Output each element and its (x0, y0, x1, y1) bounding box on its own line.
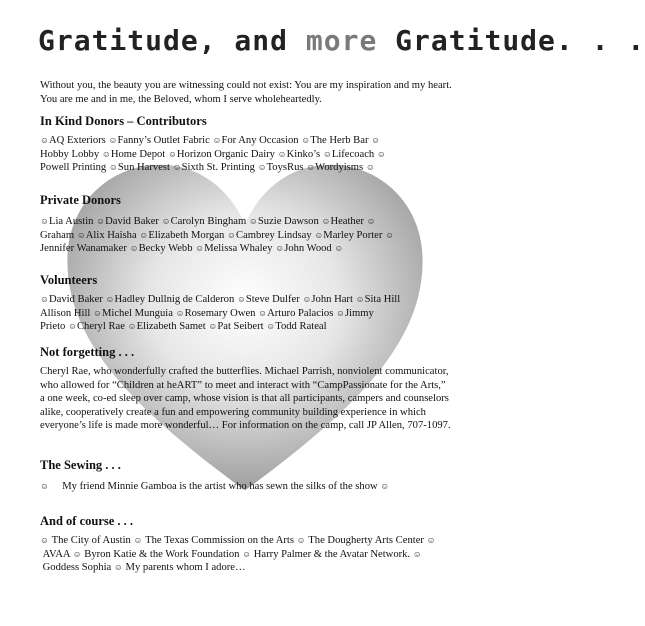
name-item: Hadley Dullnig de Calderon (114, 294, 235, 305)
name-item: Pat Seibert (217, 321, 264, 332)
title-part-3: Gratitude. . . (377, 24, 645, 57)
name-item: Sita Hill (364, 294, 401, 305)
smiley-icon: ☺ (168, 148, 177, 159)
smiley-icon: ☺ (195, 243, 205, 253)
title-part-2: more (305, 24, 378, 57)
smiley-icon: ☺ (108, 135, 118, 145)
name-item: Wordyisms (315, 162, 364, 173)
of-course-paragraph (40, 534, 452, 575)
name-item: Lifecoach (331, 148, 375, 160)
name-item: Kinko’s (286, 148, 321, 160)
name-item: Michel Munguia (101, 307, 173, 319)
smiley-icon: ☺ (40, 294, 49, 304)
name-line (40, 307, 452, 321)
name-item: Hobby Lobby (40, 148, 100, 160)
smiley-icon: ☺ (175, 307, 185, 318)
name-item: Elizabeth Morgan (148, 229, 225, 241)
smiley-icon: ☺ (277, 148, 287, 159)
smiley-icon: ☺ (172, 162, 182, 172)
of-course-item: Goddess Sophia (42, 562, 112, 573)
smiley-icon: ☺ (40, 481, 49, 491)
name-item: Cambrey Lindsay (236, 229, 312, 241)
name-line (40, 320, 452, 334)
name-item: Heather (330, 216, 364, 227)
name-item: David Baker (49, 294, 103, 305)
smiley-icon: ☺ (72, 548, 82, 559)
name-item: Carolyn Bingham (170, 216, 247, 227)
smiley-icon: ☺ (366, 216, 376, 226)
of-course-item: The City of Austin (51, 535, 131, 546)
name-item: Prieto (40, 321, 66, 332)
name-item: Graham (40, 229, 75, 241)
of-course-item: The Texas Commission on the Arts (145, 535, 294, 546)
smiley-icon: ☺ (336, 307, 345, 318)
name-line (40, 215, 452, 229)
smiley-icon: ☺ (96, 216, 105, 226)
smiley-icon: ☺ (412, 548, 422, 559)
name-item: Powell Printing (40, 162, 107, 173)
name-item: Fanny’s Outlet Fabric (117, 135, 210, 146)
name-item: David Baker (105, 216, 159, 227)
smiley-icon: ☺ (385, 229, 394, 240)
smiley-icon: ☺ (227, 229, 236, 240)
name-item: For Any Occasion (221, 135, 299, 146)
name-item: Home Depot (110, 148, 166, 160)
name-item: Jennifer Wanamaker (40, 243, 127, 254)
of-course-list (40, 534, 452, 575)
name-item: John Wood (284, 243, 332, 254)
name-line (40, 293, 452, 307)
name-item: AQ Exteriors (49, 135, 106, 146)
smiley-icon: ☺ (114, 562, 123, 572)
title-part-1: Gratitude, and (38, 24, 306, 57)
of-course-item: AVAA (42, 548, 70, 560)
name-item: Todd Rateal (275, 321, 327, 332)
smiley-icon: ☺ (296, 535, 306, 545)
name-line (40, 242, 452, 256)
name-item: The Herb Bar (310, 135, 369, 146)
smiley-icon: ☺ (127, 321, 137, 331)
smiley-icon: ☺ (68, 321, 77, 331)
smiley-icon: ☺ (302, 294, 312, 304)
private-donors-list (40, 215, 452, 256)
smiley-icon: ☺ (109, 162, 118, 172)
smiley-icon: ☺ (208, 321, 218, 331)
name-item: Sun Harvest (117, 162, 170, 173)
private-donors-heading: Private Donors (40, 193, 121, 207)
name-item: Jimmy (344, 307, 374, 319)
name-item: Melissa Whaley (204, 243, 273, 254)
in-kind-list (40, 134, 452, 175)
smiley-icon: ☺ (275, 243, 285, 253)
name-item: Cheryl Rae (76, 321, 125, 332)
smiley-icon: ☺ (266, 321, 276, 331)
name-line (40, 229, 452, 243)
name-item: Becky Webb (138, 243, 193, 254)
smiley-icon: ☺ (212, 135, 222, 145)
smiley-icon: ☺ (355, 294, 365, 304)
smiley-icon: ☺ (306, 162, 316, 172)
smiley-icon: ☺ (257, 162, 267, 172)
smiley-icon: ☺ (129, 243, 139, 253)
volunteers-list (40, 293, 452, 334)
smiley-icon: ☺ (101, 148, 111, 159)
smiley-icon: ☺ (371, 135, 380, 145)
name-item: Horizon Organic Dairy (176, 148, 275, 160)
smiley-icon: ☺ (249, 216, 258, 226)
smiley-icon: ☺ (380, 481, 390, 491)
smiley-icon: ☺ (314, 229, 324, 240)
smiley-icon: ☺ (323, 148, 332, 159)
in-kind-heading: In Kind Donors – Contributors (40, 114, 207, 128)
intro-paragraph: Without you, the beauty you are witnessing could not exist: You are my inspiration and my heart. You are me and in me, the Beloved, whom I serve wholeheartedly. (40, 80, 452, 105)
name-item: John Hart (311, 294, 353, 305)
smiley-icon: ☺ (377, 148, 386, 159)
sewing-heading: The Sewing . . . (40, 458, 121, 472)
name-item: Arturo Palacios (267, 307, 334, 319)
of-course-heading: And of course . . . (40, 514, 134, 528)
sewing-text: My friend Minnie Gamboa is the artist who has sewn the silks of the show (62, 481, 378, 492)
smiley-icon: ☺ (139, 229, 149, 240)
not-forgetting-paragraph: Cheryl Rae, who wonderfully crafted the butterflies. Michael Parrish, nonviolent communicator, who allowed for “Children at heART” to meet and interact with “CampPassionate for the Arts,” a one week, co-ed sleep over camp, whose vision is that all participants, campers and counselors alike, cooperatively create a fun and empowering community building experience in which everyone’s life is made more wonderful… For information on the camp, call JP Allen, 707-1097. (40, 366, 451, 431)
name-item: Elizabeth Samet (136, 321, 206, 332)
smiley-icon: ☺ (133, 535, 143, 545)
page-title (38, 24, 645, 57)
smiley-icon: ☺ (237, 294, 246, 304)
name-item: Suzie Dawson (257, 216, 319, 227)
name-line (40, 148, 452, 162)
smiley-icon: ☺ (242, 548, 251, 559)
name-item: Sixth St. Printing (181, 162, 255, 173)
volunteers-heading: Volunteers (40, 273, 98, 287)
sewing-paragraph (40, 480, 452, 494)
name-item: ToysRus (266, 162, 304, 173)
smiley-icon: ☺ (334, 243, 344, 253)
smiley-icon: ☺ (40, 535, 49, 545)
smiley-icon: ☺ (426, 535, 436, 545)
smiley-icon: ☺ (365, 162, 375, 172)
not-forgetting-heading: Not forgetting . . . (40, 345, 135, 359)
of-course-item: Byron Katie & the Work Foundation (84, 548, 240, 560)
of-course-item: The Dougherty Arts Center (308, 535, 424, 546)
smiley-icon: ☺ (301, 135, 311, 145)
name-item: Allison Hill (40, 307, 91, 319)
smiley-icon: ☺ (258, 307, 267, 318)
smiley-icon: ☺ (321, 216, 331, 226)
name-item: Rosemary Owen (184, 307, 256, 319)
smiley-icon: ☺ (76, 229, 86, 240)
smiley-icon: ☺ (40, 135, 49, 145)
name-item: Steve Dulfer (245, 294, 300, 305)
name-item: Marley Porter (323, 229, 383, 241)
smiley-icon: ☺ (40, 216, 49, 226)
of-course-item: My parents whom I adore… (125, 562, 246, 573)
smiley-icon: ☺ (93, 307, 102, 318)
of-course-item: Harry Palmer & the Avatar Network. (253, 548, 411, 560)
name-line (40, 161, 452, 175)
name-line (40, 134, 452, 148)
name-item: Alix Haisha (85, 229, 137, 241)
smiley-icon: ☺ (161, 216, 171, 226)
name-item: Lia Austin (49, 216, 94, 227)
smiley-icon: ☺ (105, 294, 115, 304)
